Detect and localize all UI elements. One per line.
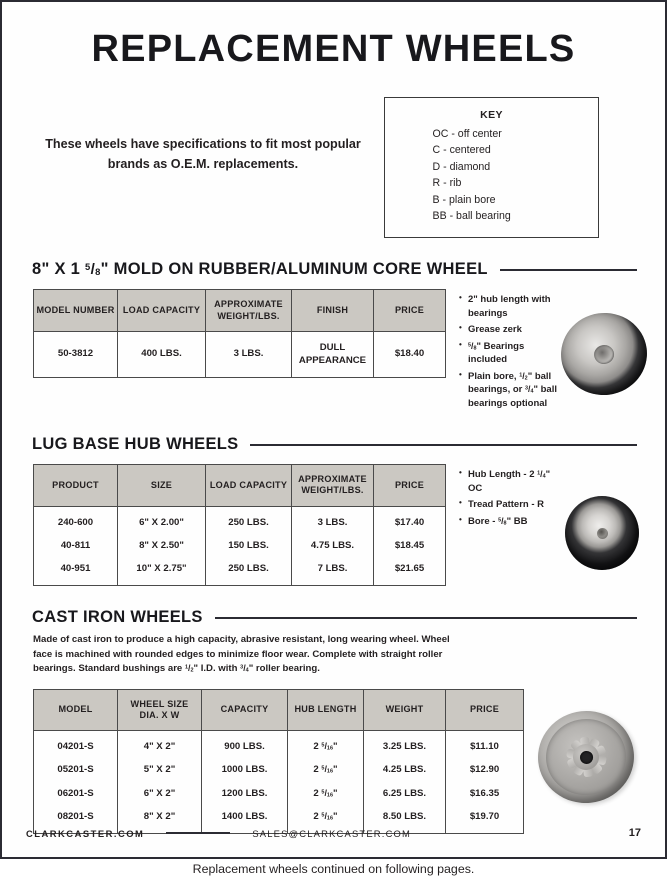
heading-rule	[215, 617, 637, 619]
feature-bullet: • Plain bore, $^1/_2$" ball bearings, or $^3/_4$" ball bearings optional	[459, 370, 557, 410]
section-heading-mold-on-rubber	[26, 260, 641, 279]
cell-model: 04201-S	[34, 731, 118, 759]
lug-base-row	[26, 464, 641, 586]
key-entry: C - centered	[432, 144, 491, 157]
cell-capacity: 1000 LBS.	[202, 758, 288, 781]
table-header-row	[34, 465, 446, 506]
column-header: HUB LENGTH	[288, 689, 364, 730]
cell-approx-weight: 3 LBS.	[292, 506, 374, 534]
heading-rule	[250, 444, 637, 446]
column-header: WHEEL SIZE DIA. X W	[118, 689, 202, 730]
cell-weight: 3.25 LBS.	[364, 731, 446, 759]
column-header: LOAD CAPACITY	[206, 465, 292, 506]
cell-weight: 8.50 LBS.	[364, 805, 446, 834]
key-entry-list	[433, 126, 551, 224]
cell-load-capacity: 400 LBS.	[118, 331, 206, 377]
section-title	[32, 260, 488, 279]
cell-hub-length: 2 $^5/_{16}$"	[288, 758, 364, 781]
table-row	[34, 782, 524, 805]
column-header: MODEL NUMBER	[34, 290, 118, 331]
cast-iron-description: Made of cast iron to produce a high capacity, abrasive resistant, long wearing wheel. Wheel face is machined with rounded edges to minimize floor wear. Complete with straight roller bearings. Standard bushings are $^1/_2$" I.D. with $^3/_4$" roller bearing.	[33, 634, 450, 675]
key-entry: R - rib	[432, 177, 462, 190]
section-heading-lug-base	[26, 435, 641, 454]
cell-hub-length: 2 $^5/_{16}$"	[288, 731, 364, 759]
heading-fraction: $^5/_8$	[85, 261, 101, 279]
cell-approx-weight: 7 LBS.	[292, 557, 374, 586]
feature-bullet: • Grease zerk	[459, 323, 557, 336]
cell-size: 8" X 2.50"	[118, 534, 206, 557]
cell-price: $21.65	[374, 557, 446, 586]
cell-approx-weight: 3 LBS.	[206, 331, 292, 377]
cell-hub-length: 2 $^5/_{16}$"	[288, 805, 364, 834]
cast-iron-table	[33, 689, 524, 834]
feature-bullet: • Hub Length - 2 $^1/_4$" OC	[459, 468, 557, 495]
column-header: CAPACITY	[202, 689, 288, 730]
table-row	[34, 731, 524, 759]
column-header: PRICE	[374, 290, 446, 331]
feature-bullet: • Tread Pattern - R	[459, 498, 557, 511]
table-row	[34, 758, 524, 781]
cell-wheel-size: 5" X 2"	[118, 758, 202, 781]
column-header: PRODUCT	[34, 465, 118, 506]
cell-finish: DULL APPEARANCE	[292, 331, 374, 377]
cell-load-capacity: 150 LBS.	[206, 534, 292, 557]
cell-wheel-size: 6" X 2"	[118, 782, 202, 805]
cell-size: 6" X 2.00"	[118, 506, 206, 534]
column-header: MODEL	[34, 689, 118, 730]
cell-model: 08201-S	[34, 805, 118, 834]
fraction-numerator: 5	[85, 261, 91, 273]
cell-price: $19.70	[446, 805, 524, 834]
cell-hub-length: 2 $^5/_{16}$"	[288, 782, 364, 805]
key-box-title: KEY	[480, 109, 503, 121]
cell-size: 10" X 2.75"	[118, 557, 206, 586]
cell-load-capacity: 250 LBS.	[206, 506, 292, 534]
key-entry: BB - ball bearing	[432, 210, 511, 223]
feature-bullet: • 2" hub length with bearings	[459, 293, 557, 320]
cell-approx-weight: 4.75 LBS.	[292, 534, 374, 557]
mold-on-rubber-table	[33, 289, 446, 378]
column-header: APPROXIMATE WEIGHT/LBS.	[292, 465, 374, 506]
footer-website[interactable]: CLARKCASTER.COM	[26, 827, 145, 839]
heading-prefix: 8" X 1	[32, 260, 86, 279]
feature-bullet: • $^5/_8$" Bearings included	[459, 340, 557, 367]
column-header: PRICE	[374, 465, 446, 506]
cell-model: 05201-S	[34, 758, 118, 781]
table-header-row	[34, 290, 446, 331]
cell-model: 06201-S	[34, 782, 118, 805]
cell-price: $17.40	[374, 506, 446, 534]
cast-iron-row	[26, 689, 641, 834]
fraction-denominator: 8	[95, 266, 101, 278]
cell-price: $18.45	[374, 534, 446, 557]
cell-capacity: 1400 LBS.	[202, 805, 288, 834]
cell-product: 240-600	[34, 506, 118, 534]
cell-price: $18.40	[374, 331, 446, 377]
intro-row	[26, 97, 641, 238]
heading-rule	[500, 269, 637, 271]
key-box	[384, 97, 599, 238]
lug-base-bullets	[459, 464, 557, 531]
column-header: FINISH	[292, 290, 374, 331]
heading-suffix: " MOLD ON RUBBER/ALUMINUM CORE WHEEL	[100, 260, 488, 279]
page-title: REPLACEMENT WHEELS	[91, 28, 576, 70]
mold-on-rubber-row	[26, 289, 641, 413]
table-row	[34, 534, 446, 557]
lug-base-table	[33, 464, 446, 586]
cell-weight: 6.25 LBS.	[364, 782, 446, 805]
table-header-row	[34, 689, 524, 730]
footer-note: Replacement wheels continued on following pages.	[192, 862, 475, 876]
section-heading-cast-iron	[26, 608, 641, 627]
table-row	[34, 331, 446, 377]
molded-rubber-aluminum-wheel-icon	[556, 308, 653, 401]
intro-text: These wheels have specifications to fit most popular brands as O.E.M. replacements.	[45, 137, 361, 171]
table-row	[34, 506, 446, 534]
key-entry: B - plain bore	[432, 193, 496, 206]
cell-model-number: 50-3812	[34, 331, 118, 377]
column-header: LOAD CAPACITY	[118, 290, 206, 331]
wheel-bore	[579, 750, 593, 764]
cell-price: $11.10	[446, 731, 524, 759]
cell-wheel-size: 4" X 2"	[118, 731, 202, 759]
cell-price: $12.90	[446, 758, 524, 781]
cell-wheel-size: 8" X 2"	[118, 805, 202, 834]
column-header: SIZE	[118, 465, 206, 506]
cast-iron-wheel-icon	[533, 706, 638, 808]
cell-capacity: 900 LBS.	[202, 731, 288, 759]
cell-product: 40-951	[34, 557, 118, 586]
cell-capacity: 1200 LBS.	[202, 782, 288, 805]
column-header: WEIGHT	[364, 689, 446, 730]
feature-bullet: • Bore - $^5/_8$" BB	[459, 515, 557, 528]
mold-on-rubber-bullets	[459, 289, 557, 413]
footer-email[interactable]: SALES@CLARKCASTER.COM	[252, 827, 412, 839]
footer-divider	[166, 832, 230, 834]
section-title: LUG BASE HUB WHEELS	[32, 435, 239, 454]
cell-price: $16.35	[446, 782, 524, 805]
column-header: PRICE	[446, 689, 524, 730]
column-header: APPROXIMATE WEIGHT/LBS.	[206, 290, 292, 331]
table-row	[34, 557, 446, 586]
cell-load-capacity: 250 LBS.	[206, 557, 292, 586]
page-number: 17	[628, 827, 641, 839]
section-title: CAST IRON WHEELS	[32, 608, 203, 627]
key-entry: OC - off center	[432, 128, 502, 140]
cell-product: 40-811	[34, 534, 118, 557]
footer-bar	[26, 827, 641, 839]
lug-base-hub-wheel-icon	[565, 496, 639, 570]
cell-weight: 4.25 LBS.	[364, 758, 446, 781]
key-entry: D - diamond	[432, 160, 491, 173]
